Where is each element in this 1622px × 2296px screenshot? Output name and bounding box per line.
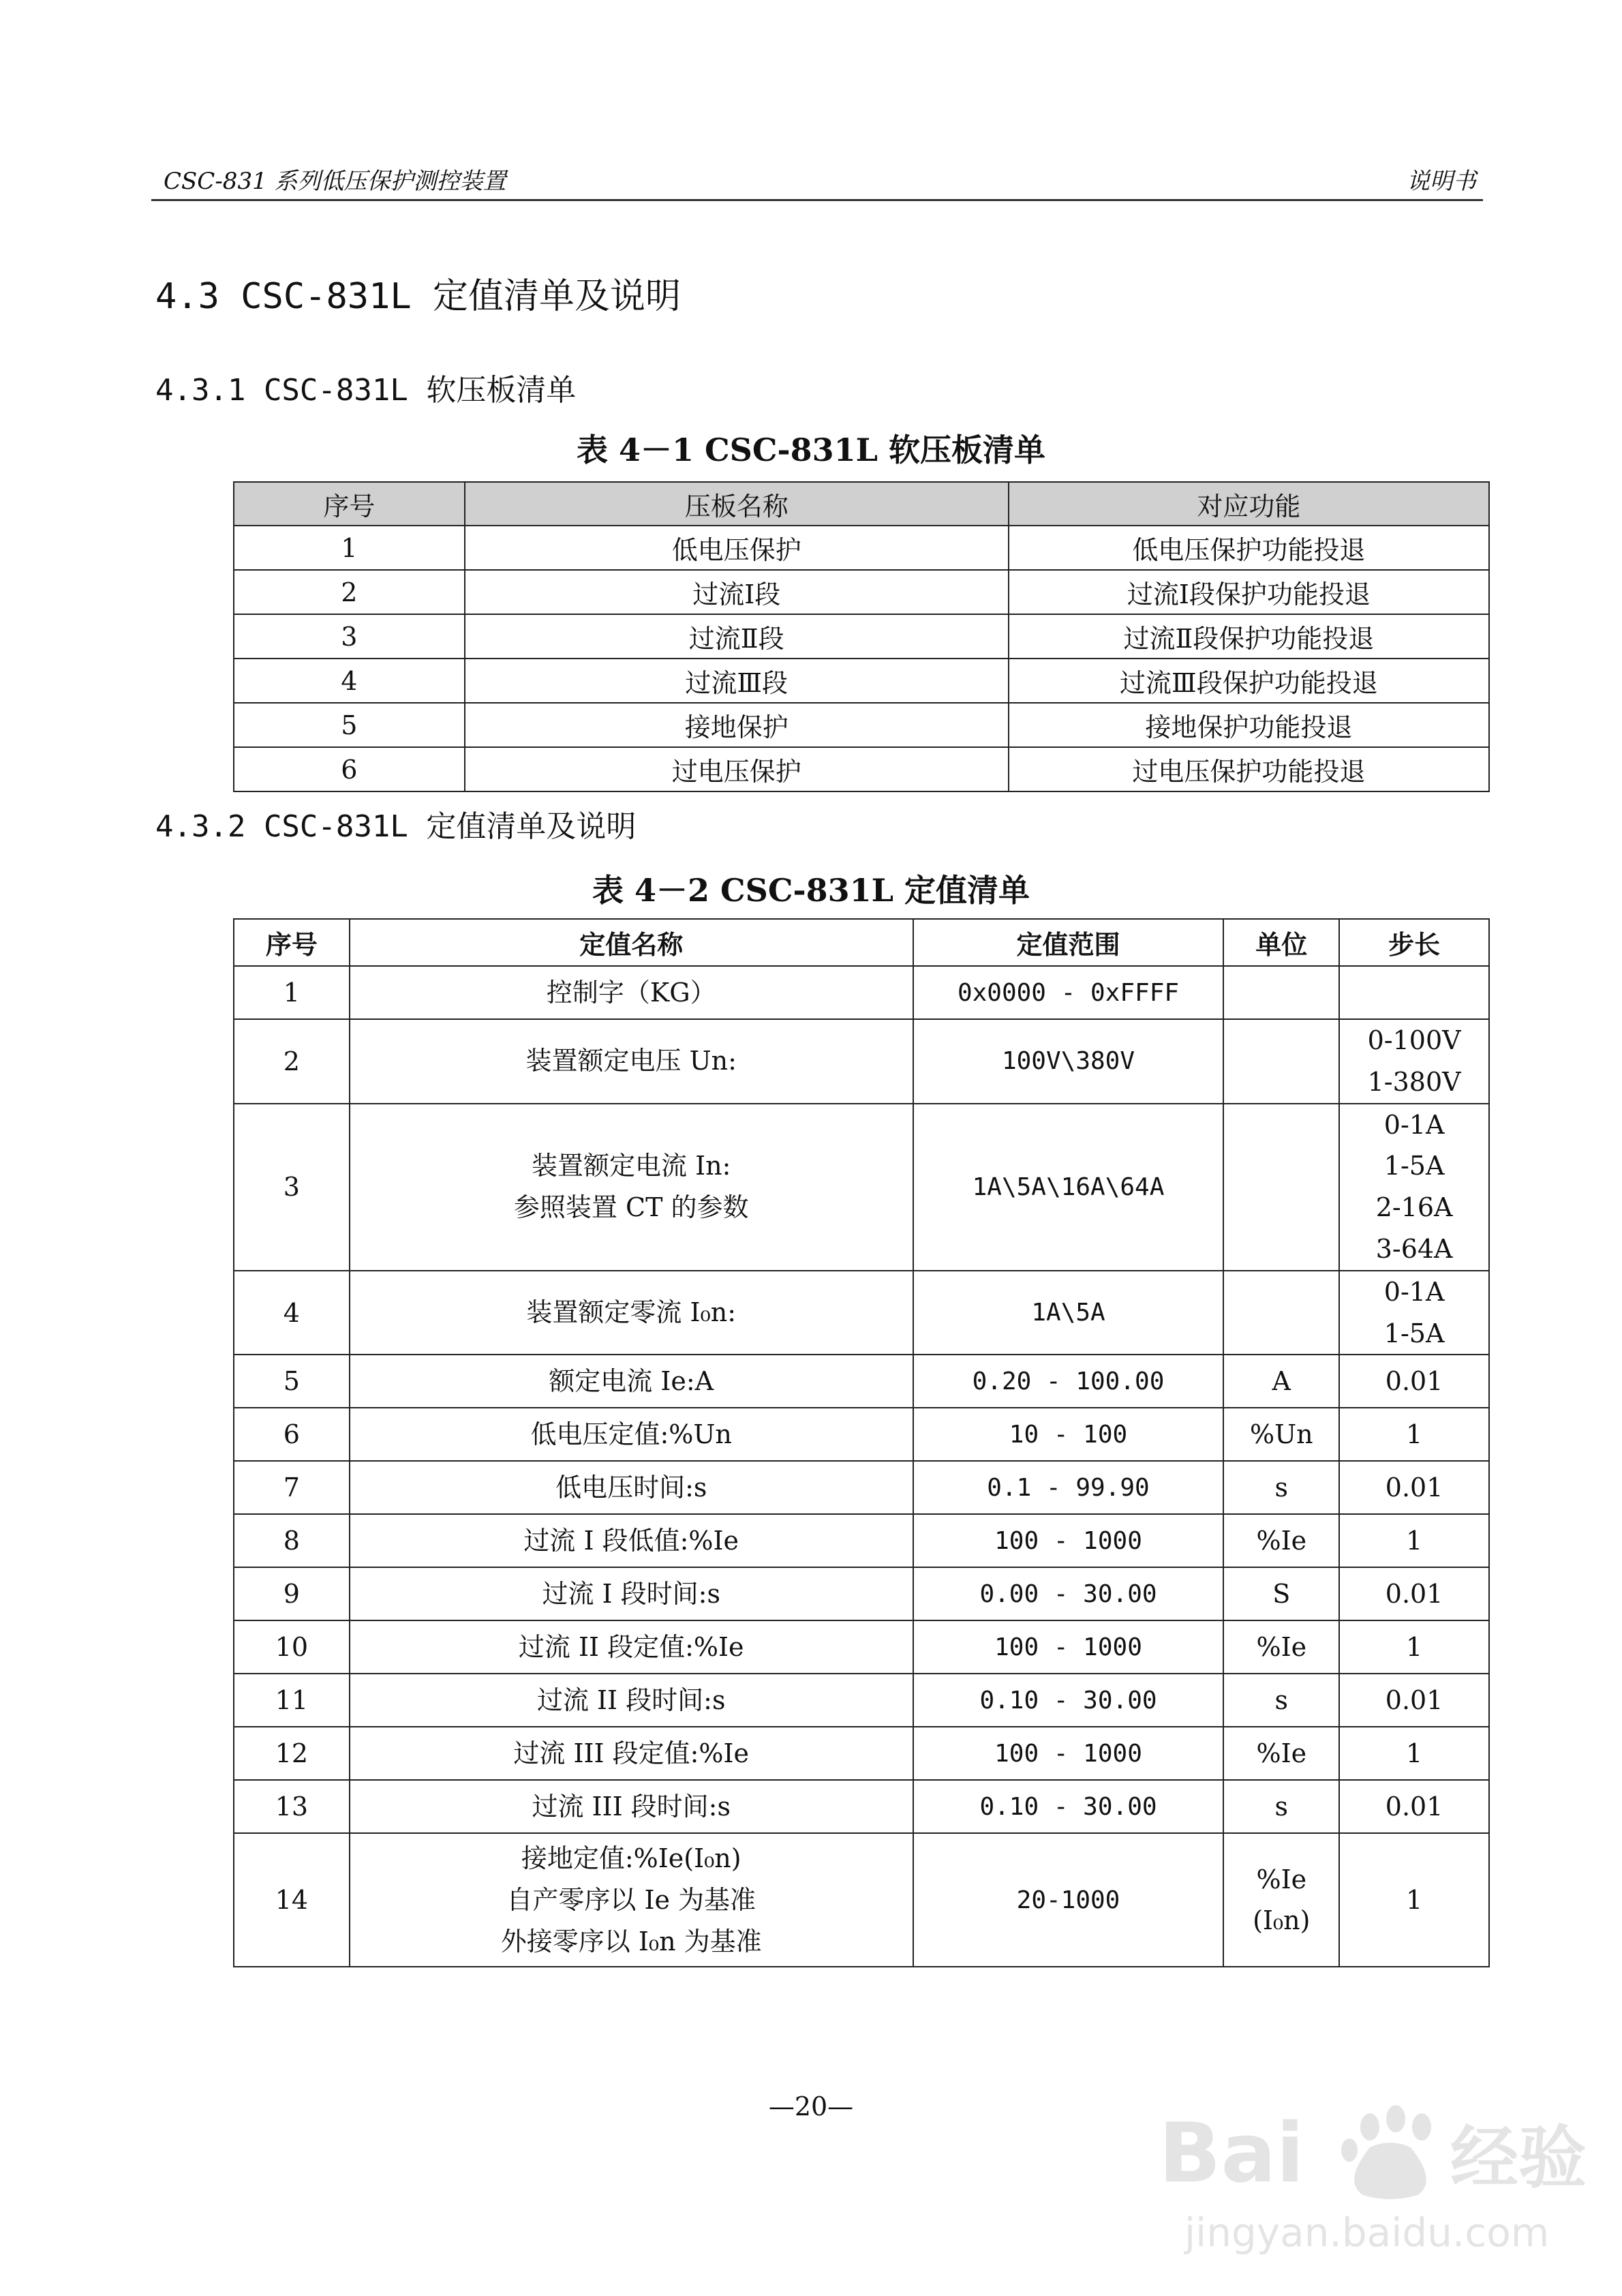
header-cell: 定值名称 — [350, 919, 913, 966]
step-line: 1-5A — [1383, 1318, 1445, 1348]
setting-range-cell: 1A\5A\16A\64A — [913, 1104, 1224, 1271]
setting-name-line: 装置额定零流 I₀n: — [526, 1297, 737, 1328]
unit-cell — [1223, 1461, 1339, 1514]
setting-range-cell: 0x0000 - 0xFFFF — [913, 966, 1224, 1019]
setting-name-line: 过流 II 段定值:%Ie — [518, 1631, 744, 1662]
table-row — [234, 1104, 1489, 1271]
setting-name-cell — [350, 1019, 913, 1104]
soft-plate-table — [233, 481, 1490, 792]
setting-name-line: 过流 I 段低值:%Ie — [523, 1525, 739, 1556]
step-line: 2-16A — [1375, 1192, 1453, 1223]
unit-cell — [1223, 1019, 1339, 1104]
unit-cell — [1223, 1727, 1339, 1780]
step-line: 1 — [1406, 1738, 1423, 1768]
setting-name-line: 过流 II 段时间:s — [536, 1685, 726, 1715]
row-number-cell: 6 — [234, 747, 465, 791]
row-number-cell: 6 — [234, 1408, 350, 1461]
settings-table — [233, 918, 1490, 1967]
step-line: 1 — [1406, 1525, 1423, 1556]
row-number-cell: 7 — [234, 1461, 350, 1514]
section-title: 4.3 CSC-831L 定值清单及说明 — [155, 276, 681, 317]
header-cell: 压板名称 — [465, 482, 1009, 526]
setting-name-line: 接地定值:%Ie(I₀n) — [521, 1843, 741, 1874]
setting-name-cell — [350, 1620, 913, 1674]
setting-range-cell: 10 - 100 — [913, 1408, 1224, 1461]
header-left-title: CSC-831 系列低压保护测控装置 — [164, 168, 506, 195]
row-number-cell: 4 — [234, 1271, 350, 1355]
step-line: 0.01 — [1385, 1685, 1443, 1715]
unit-line: %Un — [1249, 1419, 1313, 1449]
table-header-row — [234, 482, 1489, 526]
step-cell — [1339, 1104, 1489, 1271]
table-row — [234, 966, 1489, 1019]
function-cell: 接地保护功能投退 — [1009, 703, 1489, 747]
setting-name-line: 低电压时间:s — [555, 1472, 707, 1502]
setting-name-cell — [350, 1674, 913, 1727]
step-line: 1-5A — [1383, 1151, 1445, 1181]
step-line: 1-380V — [1367, 1066, 1461, 1097]
table-row — [234, 526, 1489, 570]
setting-name-line: 外接零序以 I₀n 为基准 — [500, 1926, 762, 1957]
step-line: 0.01 — [1385, 1365, 1443, 1396]
row-number-cell: 5 — [234, 703, 465, 747]
svg-text:Bai: Bai — [1159, 2106, 1304, 2201]
row-number-cell: 2 — [234, 1019, 350, 1104]
setting-range-cell: 100V\380V — [913, 1019, 1224, 1104]
function-cell: 过流Ⅱ段保护功能投退 — [1009, 614, 1489, 659]
row-number-cell: 3 — [234, 614, 465, 659]
table-row — [234, 1408, 1489, 1461]
step-cell — [1339, 1833, 1489, 1967]
step-cell — [1339, 1567, 1489, 1620]
setting-range-cell: 100 - 1000 — [913, 1727, 1224, 1780]
subsection-title-2: 4.3.2 CSC-831L 定值清单及说明 — [155, 809, 637, 844]
setting-range-cell: 100 - 1000 — [913, 1514, 1224, 1567]
plate-name-cell: 过流Ⅲ段 — [465, 659, 1009, 703]
setting-range-cell: 0.10 - 30.00 — [913, 1674, 1224, 1727]
table-row — [234, 1567, 1489, 1620]
setting-range-cell: 100 - 1000 — [913, 1620, 1224, 1674]
table-row — [234, 1620, 1489, 1674]
setting-name-cell — [350, 1514, 913, 1567]
unit-cell — [1223, 1355, 1339, 1408]
row-number-cell: 4 — [234, 659, 465, 703]
unit-line: s — [1274, 1791, 1289, 1822]
table-row — [234, 703, 1489, 747]
function-cell: 低电压保护功能投退 — [1009, 526, 1489, 570]
unit-cell — [1223, 1104, 1339, 1271]
step-cell — [1339, 1408, 1489, 1461]
setting-name-line: 过流 III 段定值:%Ie — [513, 1738, 750, 1768]
step-cell — [1339, 1620, 1489, 1674]
step-line: 0.01 — [1385, 1791, 1443, 1822]
header-cell: 序号 — [234, 482, 465, 526]
unit-cell — [1223, 966, 1339, 1019]
setting-name-cell — [350, 1271, 913, 1355]
row-number-cell: 1 — [234, 966, 350, 1019]
step-cell — [1339, 1674, 1489, 1727]
setting-name-line: 额定电流 Ie:A — [549, 1365, 714, 1396]
table-row — [234, 1355, 1489, 1408]
svg-text:jingyan.baidu.com: jingyan.baidu.com — [1184, 2209, 1550, 2256]
row-number-cell: 9 — [234, 1567, 350, 1620]
function-cell: 过流Ⅰ段保护功能投退 — [1009, 570, 1489, 614]
table-row — [234, 1271, 1489, 1355]
setting-name-cell — [350, 1727, 913, 1780]
table-row — [234, 1727, 1489, 1780]
step-line: 0.01 — [1385, 1472, 1443, 1502]
setting-name-line: 自产零序以 Ie 为基准 — [506, 1884, 756, 1915]
setting-range-cell: 0.00 - 30.00 — [913, 1567, 1224, 1620]
unit-line: %Ie — [1256, 1525, 1307, 1556]
setting-name-cell — [350, 1104, 913, 1271]
unit-line: %Ie — [1256, 1864, 1307, 1894]
row-number-cell: 10 — [234, 1620, 350, 1674]
header-cell: 单位 — [1223, 919, 1339, 966]
step-cell — [1339, 1019, 1489, 1104]
baidu-logo-icon — [1152, 2079, 1602, 2270]
unit-line: (I₀n) — [1253, 1905, 1311, 1936]
row-number-cell: 3 — [234, 1104, 350, 1271]
table-row — [234, 747, 1489, 791]
unit-line: %Ie — [1256, 1631, 1307, 1662]
table-row — [234, 1833, 1489, 1967]
step-line: 3-64A — [1375, 1233, 1453, 1264]
table-row — [234, 1461, 1489, 1514]
header-cell: 对应功能 — [1009, 482, 1489, 526]
step-line: 0-100V — [1367, 1025, 1461, 1055]
plate-name-cell: 低电压保护 — [465, 526, 1009, 570]
setting-name-line: 过流 I 段时间:s — [542, 1578, 720, 1609]
header-cell: 步长 — [1339, 919, 1489, 966]
step-line: 0-1A — [1383, 1109, 1445, 1140]
step-line: 1 — [1406, 1631, 1423, 1662]
table-row — [234, 570, 1489, 614]
unit-cell — [1223, 1780, 1339, 1833]
table1-caption: 表 4－1 CSC-831L 软压板清单 — [577, 432, 1045, 468]
setting-range-cell: 1A\5A — [913, 1271, 1224, 1355]
unit-cell — [1223, 1271, 1339, 1355]
setting-name-line: 装置额定电压 Un: — [525, 1046, 737, 1076]
page-header — [151, 158, 1483, 201]
row-number-cell: 14 — [234, 1833, 350, 1967]
setting-range-cell: 20-1000 — [913, 1833, 1224, 1967]
table-header-row — [234, 919, 1489, 966]
setting-range-cell: 0.1 - 99.90 — [913, 1461, 1224, 1514]
setting-name-line: 参照装置 CT 的参数 — [513, 1192, 749, 1223]
setting-name-cell — [350, 1355, 913, 1408]
step-cell — [1339, 966, 1489, 1019]
subsection-title-1: 4.3.1 CSC-831L 软压板清单 — [155, 373, 577, 408]
row-number-cell: 12 — [234, 1727, 350, 1780]
header-cell: 序号 — [234, 919, 350, 966]
header-right-title: 说明书 — [1407, 168, 1476, 195]
unit-line: A — [1272, 1365, 1291, 1396]
step-line: 0.01 — [1385, 1578, 1443, 1609]
plate-name-cell: 过电压保护 — [465, 747, 1009, 791]
table2-caption: 表 4－2 CSC-831L 定值清单 — [592, 872, 1030, 909]
table-row — [234, 1674, 1489, 1727]
setting-name-line: 过流 III 段时间:s — [532, 1791, 731, 1822]
unit-line: S — [1272, 1578, 1291, 1609]
unit-cell — [1223, 1674, 1339, 1727]
step-line: 1 — [1406, 1884, 1423, 1915]
setting-name-cell — [350, 1461, 913, 1514]
row-number-cell: 5 — [234, 1355, 350, 1408]
unit-cell — [1223, 1408, 1339, 1461]
setting-range-cell: 0.10 - 30.00 — [913, 1780, 1224, 1833]
row-number-cell: 8 — [234, 1514, 350, 1567]
plate-name-cell: 过流Ⅱ段 — [465, 614, 1009, 659]
setting-name-cell — [350, 966, 913, 1019]
table-row — [234, 1780, 1489, 1833]
step-cell — [1339, 1461, 1489, 1514]
row-number-cell: 11 — [234, 1674, 350, 1727]
setting-name-line: 低电压定值:%Un — [530, 1419, 732, 1449]
step-cell — [1339, 1271, 1489, 1355]
header-cell: 定值范围 — [913, 919, 1224, 966]
setting-name-line: 控制字（KG） — [546, 977, 716, 1008]
table-row — [234, 1514, 1489, 1567]
table-row — [234, 614, 1489, 659]
unit-line: s — [1274, 1472, 1289, 1502]
row-number-cell: 2 — [234, 570, 465, 614]
function-cell: 过电压保护功能投退 — [1009, 747, 1489, 791]
unit-cell — [1223, 1620, 1339, 1674]
row-number-cell: 13 — [234, 1780, 350, 1833]
setting-name-cell — [350, 1567, 913, 1620]
step-cell — [1339, 1727, 1489, 1780]
svg-text:经验: 经验 — [1450, 2118, 1587, 2198]
setting-name-cell — [350, 1780, 913, 1833]
step-line: 1 — [1406, 1419, 1423, 1449]
row-number-cell: 1 — [234, 526, 465, 570]
setting-name-cell — [350, 1408, 913, 1461]
unit-cell — [1223, 1567, 1339, 1620]
setting-name-line: 装置额定电流 In: — [532, 1151, 731, 1181]
unit-cell — [1223, 1514, 1339, 1567]
unit-line: s — [1274, 1685, 1289, 1715]
page-number: —20— — [768, 2091, 854, 2121]
step-line: 0-1A — [1383, 1276, 1445, 1307]
function-cell: 过流Ⅲ段保护功能投退 — [1009, 659, 1489, 703]
baidu-jingyan-watermark — [1152, 2079, 1602, 2270]
table-row — [234, 659, 1489, 703]
plate-name-cell: 过流Ⅰ段 — [465, 570, 1009, 614]
plate-name-cell: 接地保护 — [465, 703, 1009, 747]
table-row — [234, 1019, 1489, 1104]
step-cell — [1339, 1355, 1489, 1408]
setting-name-cell — [350, 1833, 913, 1967]
step-cell — [1339, 1514, 1489, 1567]
unit-line: %Ie — [1256, 1738, 1307, 1768]
step-cell — [1339, 1780, 1489, 1833]
unit-cell — [1223, 1833, 1339, 1967]
setting-range-cell: 0.20 - 100.00 — [913, 1355, 1224, 1408]
